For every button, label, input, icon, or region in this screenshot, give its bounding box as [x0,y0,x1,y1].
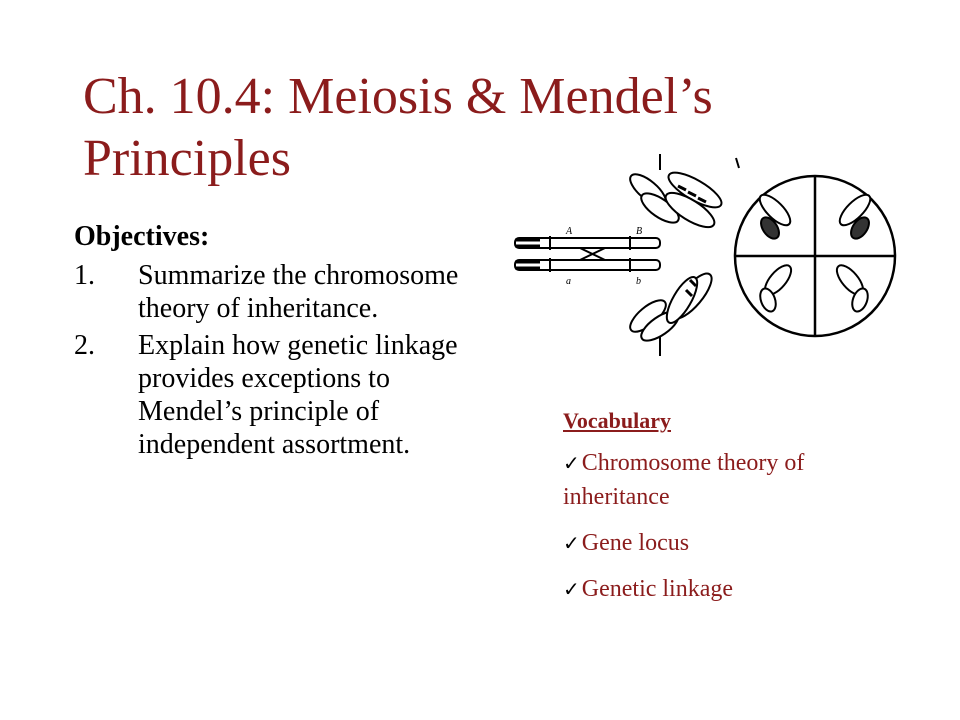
objectives-heading: Objectives: [74,221,210,252]
vocabulary-item [563,446,893,514]
gene-label-A: A [566,226,573,237]
checkmark-icon: ✓ [563,451,580,475]
objective-text: Summarize the chromosome theory of inheritance. [138,260,459,324]
homologous-pair [515,236,660,272]
vocabulary-term: Chromosome theory of inheritance [563,450,805,510]
objective-number: 1. [74,260,95,291]
objective-text: Explain how genetic linkage provides exceptions to Mendel’s principle of independent assortment. [138,330,458,460]
upper-chromosome [625,154,726,233]
vocabulary-heading: Vocabulary [563,408,671,433]
objective-number: 2. [74,330,95,361]
chromosome-crossing-over-diagram [510,150,900,360]
objective-item [74,329,494,461]
checkmark-icon: ✓ [563,577,580,601]
gene-label-b: b [636,276,641,287]
vocabulary-term: Genetic linkage [581,576,734,602]
title-line-2: Principles [83,130,291,187]
vocabulary-section [563,404,893,618]
objective-item [74,259,494,325]
vocabulary-item [563,572,893,606]
checkmark-icon: ✓ [563,531,580,555]
title-line-1: Ch. 10.4: Meiosis & Mendel’s [83,68,713,125]
vocabulary-item [563,526,893,560]
vocabulary-term: Gene locus [581,530,690,556]
objectives-section [74,220,494,465]
gene-label-a: a [566,276,571,287]
gene-label-B: B [636,226,643,237]
